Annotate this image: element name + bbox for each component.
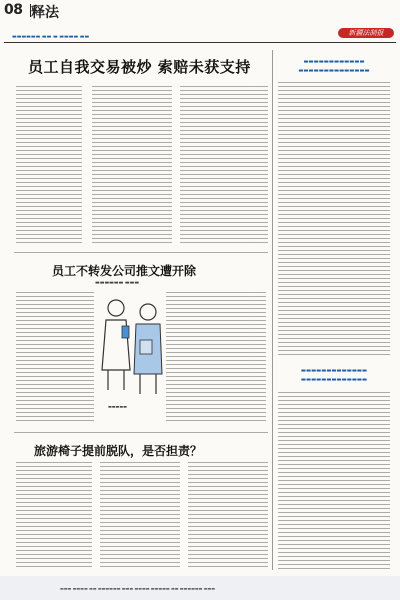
side-article-body: [278, 392, 390, 570]
article-column: [188, 462, 268, 570]
article-column: [16, 292, 94, 422]
article-column: [180, 86, 268, 246]
footer-info-line: ▬▬▬ ▬▬▬▬ ▬▬ ▬▬▬▬▬▬ ▬▬▬ ▬▬▬▬ ▬▬▬▬▬ ▬▬ ▬▬▬▬▬▬ ▬▬▬: [60, 586, 216, 591]
article-column: [16, 462, 92, 570]
section-rule: [14, 252, 268, 253]
article-column: [16, 86, 82, 246]
side-article-heading: ▬▬▬▬▬▬▬▬▬▬▬▬▬ ▬▬▬▬▬▬▬▬▬▬▬▬▬: [300, 368, 368, 383]
third-headline: 旅游椅子提前脱队，是否担责？: [34, 444, 203, 458]
section-rule: [14, 432, 268, 433]
main-headline: 员工自我交易被炒 索赔未获支持: [28, 58, 251, 76]
masthead-logo: 新疆法制报: [338, 28, 394, 38]
second-subhead: ▬▬▬▬▬▬ ▬▬▬: [95, 280, 140, 286]
second-headline: 员工不转发公司推文遭开除: [52, 264, 197, 278]
illustration-image: [96, 290, 166, 400]
article-column: [100, 462, 180, 570]
side-article-body: [278, 82, 390, 358]
column-divider: [272, 50, 273, 570]
section-name: 释法: [31, 5, 59, 21]
illustration-caption: ▬▬▬▬▬: [108, 404, 127, 409]
page-number: 08: [4, 2, 23, 18]
header-rule: [4, 42, 396, 43]
article-column: [166, 292, 266, 422]
article-column: [92, 86, 172, 246]
side-article-heading: ▬▬▬▬▬▬▬▬▬▬▬▬ ▬▬▬▬▬▬▬▬▬▬▬▬▬▬: [298, 59, 370, 74]
issue-date-line: ▬▬▬▬▬▬ ▬▬ ▬ ▬▬▬▬ ▬▬: [12, 34, 90, 40]
